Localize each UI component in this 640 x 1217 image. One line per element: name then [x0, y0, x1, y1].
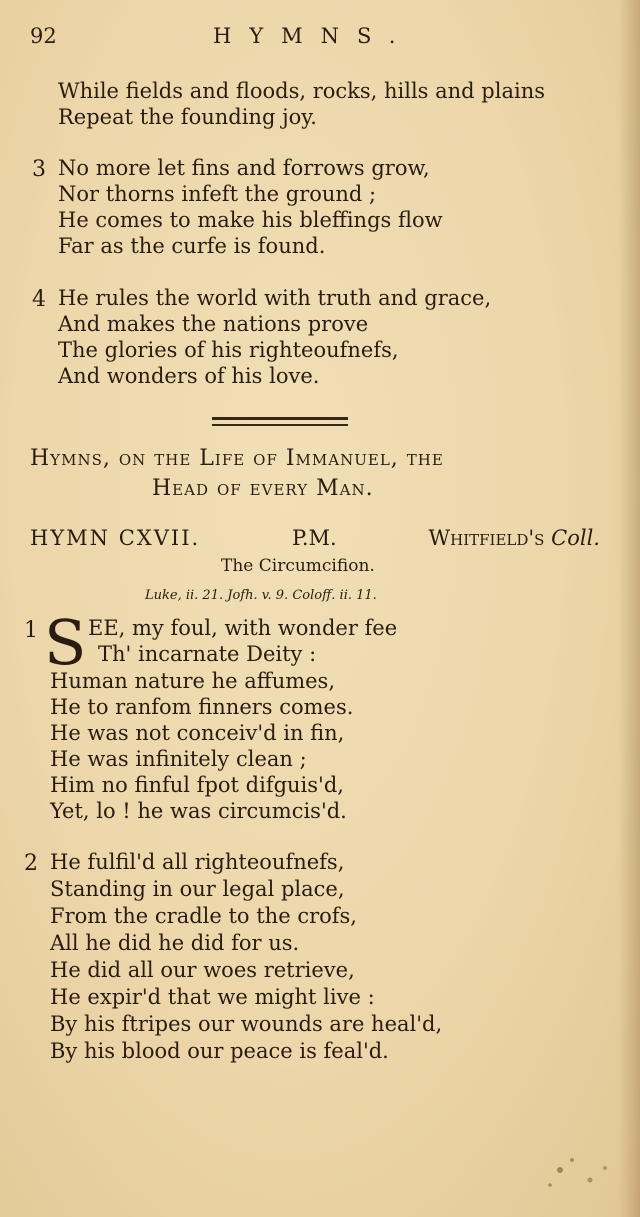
hymn-heading [30, 526, 600, 550]
verse-line: And wonders of his love. [58, 364, 320, 388]
hymn-source: Whitfield's [428, 526, 545, 550]
running-title: HYMNS. [213, 24, 414, 48]
section-heading: Hymns, on the Life of Immanuel, the [30, 446, 444, 471]
section-heading: Head of every Man. [152, 476, 374, 501]
stanza-number: 3 [32, 157, 46, 182]
page-number: 92 [30, 24, 57, 48]
verse-line: And makes the nations prove [58, 312, 369, 336]
verse-line: Repeat the founding joy. [58, 105, 317, 129]
verse-line: Nor thorns infeft the ground ; [58, 182, 377, 206]
verse-line: He fulfil'd all righteoufnefs, [50, 850, 345, 874]
verse-line: Him no finful fpot difguis'd, [50, 773, 344, 797]
paper-stain [510, 1130, 630, 1210]
verse-line: He was infinitely clean ; [50, 747, 307, 771]
stanza-number: 1 [24, 618, 38, 643]
verse-line: While fields and floods, rocks, hills and plains [58, 79, 545, 103]
verse-line: Human nature he affumes, [50, 669, 336, 693]
verse-line: Far as the curfe is found. [58, 234, 326, 258]
hymn-meter: P.M. [292, 526, 337, 550]
verse-line: The glories of his righteoufnefs, [58, 338, 399, 362]
scripture-references: Luke, ii. 21. Jofh. v. 9. Coloff. ii. 11. [145, 588, 377, 603]
drop-cap: S [44, 606, 87, 679]
verse-line: EE, my foul, with wonder fee [88, 616, 398, 640]
divider-rule [212, 424, 348, 426]
hymn-number: HYMN CXVII. [30, 526, 201, 550]
stanza-number: 2 [24, 851, 38, 876]
verse-line: Th' incarnate Deity : [98, 642, 317, 666]
hymn-source-coll: Coll. [551, 526, 600, 550]
divider-rule [212, 417, 348, 420]
verse-line: He comes to make his bleffings flow [58, 208, 443, 232]
hymn-subtitle: The Circumcifion. [221, 556, 375, 576]
verse-line: Standing in our legal place, [50, 877, 345, 901]
verse-line: He expir'd that we might live : [50, 985, 375, 1009]
verse-line: Yet, lo ! he was circumcis'd. [50, 799, 347, 823]
verse-line: He rules the world with truth and grace, [58, 286, 492, 310]
verse-line: He to ranfom finners comes. [50, 695, 354, 719]
stanza-number: 4 [32, 287, 46, 312]
page-edge-shadow [618, 0, 640, 1217]
verse-line: No more let fins and forrows grow, [58, 156, 430, 180]
verse-line: By his ftripes our wounds are heal'd, [50, 1012, 443, 1036]
verse-line: From the cradle to the crofs, [50, 904, 357, 928]
verse-line: He did all our woes retrieve, [50, 958, 355, 982]
verse-line: By his blood our peace is feal'd. [50, 1039, 389, 1063]
verse-line: He was not conceiv'd in fin, [50, 721, 345, 745]
verse-line: All he did he did for us. [50, 931, 300, 955]
